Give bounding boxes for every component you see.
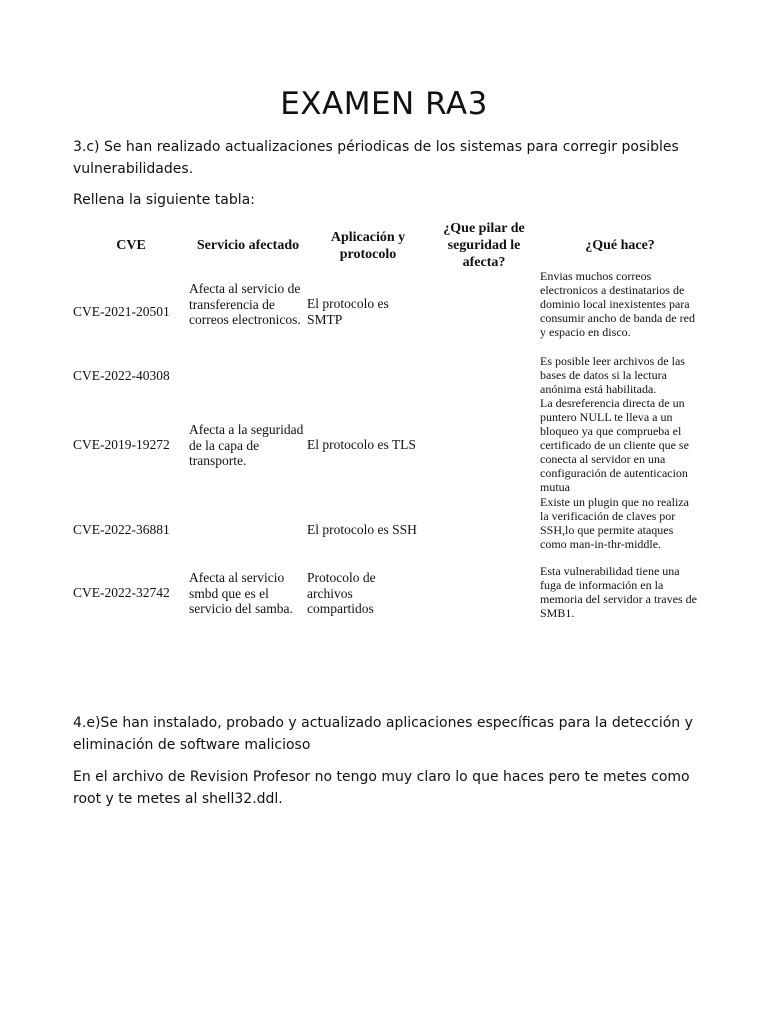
header-hace: ¿Qué hace?	[585, 238, 655, 253]
table-cell-hace: La desreferencia directa de un puntero NULL te lleva a un bloqueo ya que comprueba el certificado de un cliente que se conecta al servidor en una configuración de autenticacion mutua	[540, 396, 689, 494]
document-title: EXAMEN RA3	[280, 86, 488, 122]
table-cell-hace: Envias muchos correos electronicos a destinatarios de dominio local inexistentes para consumir ancho de banda de red y espacio en disco.	[540, 269, 695, 339]
table-cell-cve: CVE-2022-40308	[73, 368, 170, 383]
table-cell-cve: CVE-2022-32742	[73, 585, 170, 600]
table-cell-hace: Esta vulnerabilidad tiene una fuga de información en la memoria del servidor a traves de SMB1.	[540, 564, 697, 620]
table-cell-cve: CVE-2019-19272	[73, 437, 170, 452]
section-4e-text: 4.e)Se han instalado, probado y actualizado aplicaciones específicas para la detección y eliminación de software malicioso	[73, 715, 693, 753]
header-pilar: ¿Que pilar de seguridad le afecta?	[443, 221, 525, 270]
table-cell-aplicacion: El protocolo es SMTP	[307, 296, 389, 327]
header-cve: CVE	[116, 238, 146, 253]
table-cell-hace: Existe un plugin que no realiza la verificación de claves por SSH,lo que permite ataques como man-in-thr-middle.	[540, 495, 689, 551]
table-cell-hace: Es posible leer archivos de las bases de datos si la lectura anónima está habilitada.	[540, 354, 685, 396]
header-aplicacion: Aplicación y protocolo	[330, 230, 406, 262]
table-cell-aplicacion: Protocolo de archivos compartidos	[307, 570, 376, 616]
header-servicio: Servicio afectado	[196, 238, 300, 253]
table-cell-servicio: Afecta al servicio de transferencia de correos electronicos.	[189, 281, 301, 327]
table-cell-aplicacion: El protocolo es TLS	[307, 437, 416, 452]
table-cell-servicio: Afecta a la seguridad de la capa de transporte.	[189, 422, 304, 468]
table-cell-cve: CVE-2022-36881	[73, 522, 170, 537]
note-paragraph: En el archivo de Revision Profesor no tengo muy claro lo que haces pero te metes como root y te metes al shell32.ddl.	[73, 769, 690, 807]
table-cell-servicio: Afecta al servicio smbd que es el servicio del samba.	[189, 570, 293, 616]
table-cell-aplicacion: El protocolo es SSH	[307, 522, 417, 537]
section-3c-text: 3.c) Se han realizado actualizaciones périodicas de los sistemas para corregir posibles vulnerabilidades.	[73, 139, 679, 177]
table-intro: Rellena la siguiente tabla:	[73, 192, 255, 208]
table-cell-cve: CVE-2021-20501	[73, 304, 170, 319]
